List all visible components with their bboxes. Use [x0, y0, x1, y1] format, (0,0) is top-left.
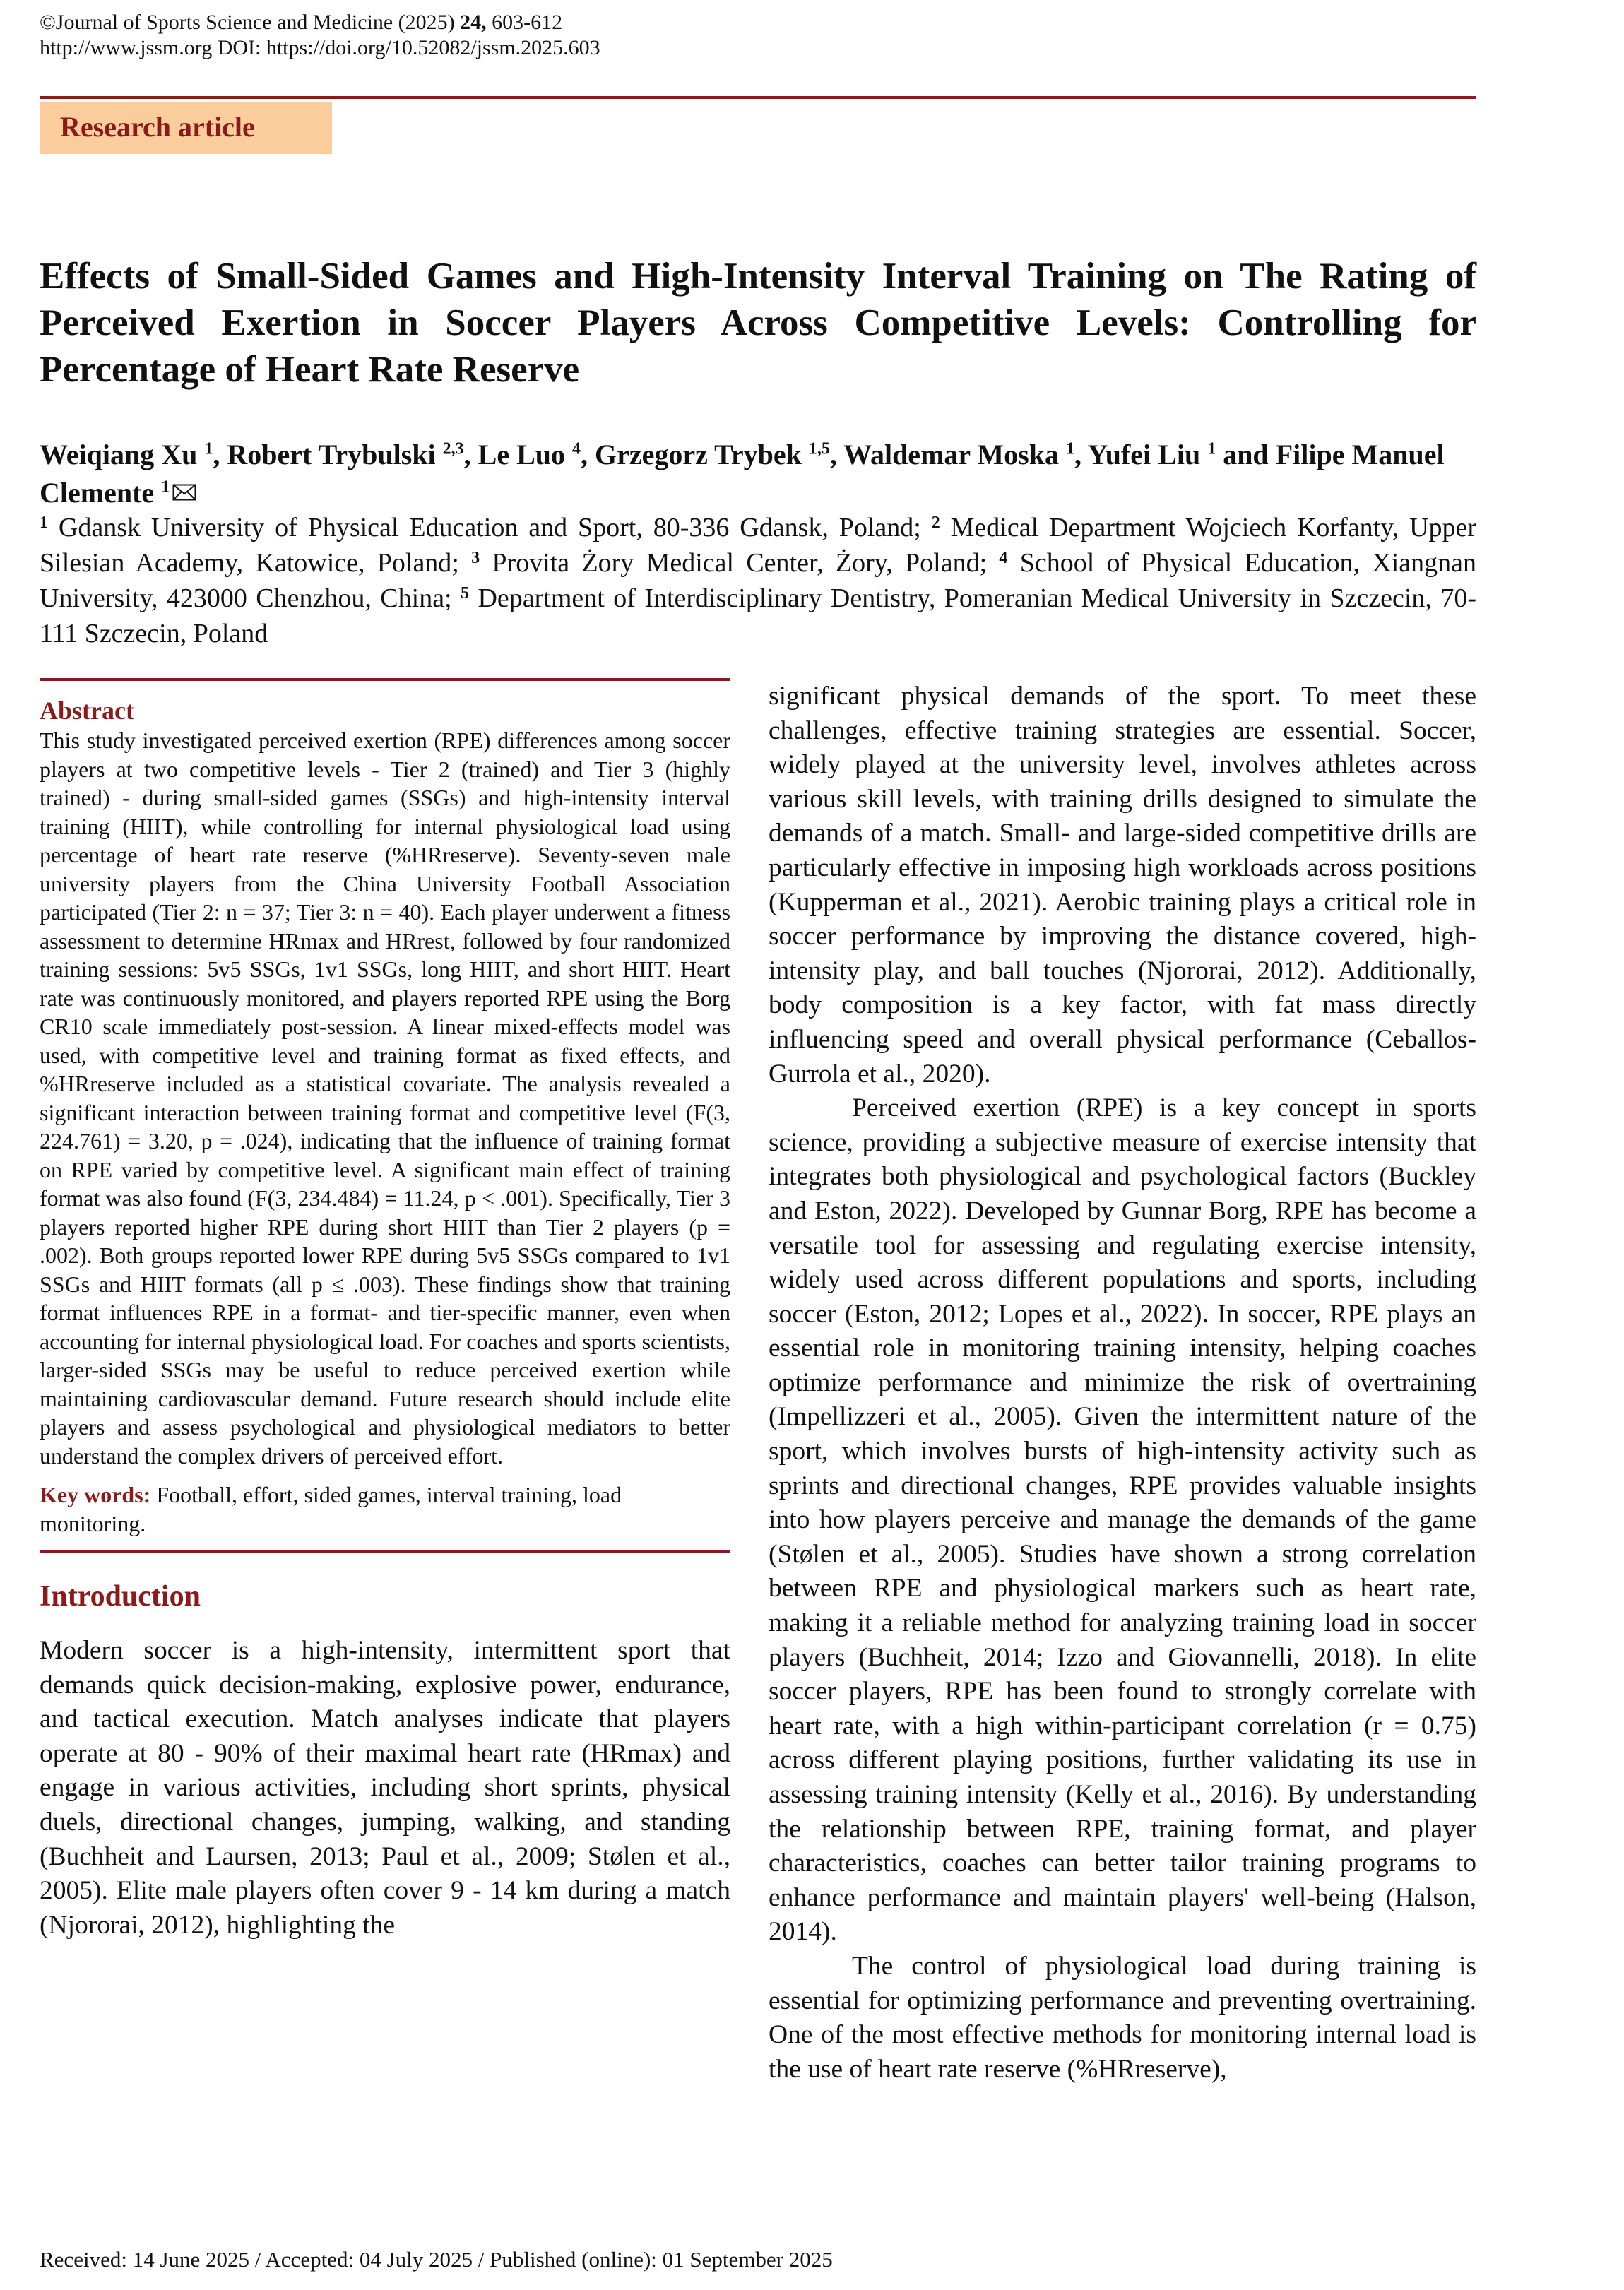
affiliation-text: School of Physical Education, Xiangnan University, 423000 Chenzhou, China; [40, 548, 1477, 613]
affiliation-number: 5 [461, 584, 470, 603]
abstract-heading: Abstract [40, 696, 134, 725]
publication-dates: Received: 14 June 2025 / Accepted: 04 July 2025 / Published (online): 01 September 2025 [40, 2247, 833, 2272]
keywords-text: Football, effort, sided games, interval training, load monitoring. [40, 1482, 622, 1536]
affiliation-number: 1 [40, 514, 48, 532]
introduction-paragraph: significant physical demands of the sport. To meet these challenges, effective training strategies are essential. Soccer, widely played at the university level, involves athletes across various skill levels, with training drills designed to simulate the demands of a match. Small- and large-sided competitive drills are particularly effective in imposing high workloads across positions (Kupperman et al., 2021). Aerobic training plays a critical role in soccer performance by improving the distance covered, high-intensity play, and ball touches (Njororai, 2012). Additionally, body composition is a key factor, with fat mass directly influencing speed and overall physical performance (Ceballos-Gurrola et al., 2020). [769, 682, 1476, 1088]
doi-line[interactable]: http://www.jssm.org DOI: https://doi.org/10.52082/jssm.2025.603 [40, 36, 600, 59]
citation-line [40, 10, 1029, 35]
keywords [40, 1481, 730, 1538]
abstract-text: This study investigated perceived exertion (RPE) differences among soccer players at two competitive levels - Tier 2 (trained) and Tier 3 (highly trained) - during small-sided games (SSGs) and high-intensity interval training (HIIT), while controlling for internal physiological load using percentage of heart rate reserve (%HRreserve). Seventy-seven male university players from the China University Football Association participated (Tier 2: n = 37; Tier 3: n = 40). Each player underwent a fitness assessment to determine HRmax and HRrest, followed by four randomized training sessions: 5v5 SSGs, 1v1 SSGs, long HIIT, and short HIIT. Heart rate was continuously monitored, and players reported RPE using the Borg CR10 scale immediately post-session. A linear mixed-effects model was used, with competitive level and training format as fixed effects, and %HRreserve included as a statistical covariate. The analysis revealed a significant interaction between training format and competitive level (F(3, 224.761) = 3.20, p = .024), indicating that the influence of training format on RPE varied by competitive level. A significant main effect of training format was also found (F(3, 234.484) = 11.24, p < .001). Specifically, Tier 3 players reported higher RPE during short HIIT than Tier 2 players (p = .002). Both groups reported lower RPE during 5v5 SSGs compared to 1v1 SSGs and HIIT formats (all p ≤ .003). These findings show that training format influences RPE in a format- and tier-specific manner, even when accounting for internal physiological load. For coaches and sports scientists, larger-sided SSGs may be useful to reduce perceived exertion while maintaining cardiovascular demand. Future research should include elite players and assess psychological and physiological mediators to better understand the complex drivers of perceived effort. [40, 728, 730, 1469]
volume-number: 24, [460, 11, 487, 34]
author-name: Grzegorz Trybek [595, 439, 802, 470]
author-affiliation-mark: 4 [572, 439, 581, 458]
affiliation-number: 2 [931, 514, 940, 532]
abstract-top-rule [40, 678, 730, 681]
author-affiliation-mark: 1 [1207, 439, 1216, 458]
author-name: Weiqiang Xu [40, 439, 198, 470]
header-rule [40, 96, 1476, 99]
introduction-heading: Introduction [40, 1580, 201, 1613]
author-affiliation-mark: 1,5 [808, 439, 830, 458]
author-name: Waldemar Moska [843, 439, 1059, 470]
author-affiliation-mark: 2,3 [442, 439, 464, 458]
author-name: Yufei Liu [1087, 439, 1201, 470]
author-name: Robert Trybulski [227, 439, 436, 470]
authors-conjunction: and [1223, 439, 1269, 470]
author-name: Filipe Manuel Clemente [40, 439, 1445, 509]
introduction-paragraph: The control of physiological load during training is essential for optimizing performance and preventing overtraining. One of the most effective methods for monitoring internal load is the use of heart rate reserve (%HRreserve), [769, 1951, 1476, 2084]
envelope-icon[interactable] [172, 484, 196, 501]
introduction-paragraph: Perceived exertion (RPE) is a key concept in sports science, providing a subjective measure of exercise intensity that integrates both physiological and psychological factors (Buckley and Eston, 2022). Developed by Gunnar Borg, RPE has become a versatile tool for assessing and regulating exercise intensity, widely used across different populations and sports, including soccer (Eston, 2012; Lopes et al., 2022). In soccer, RPE plays an essential role in monitoring training intensity, helping coaches optimize performance and minimize the risk of overtraining (Impellizzeri et al., 2005). Given the intermittent nature of the sport, which involves bursts of high-intensity activity such as sprints and directional changes, RPE provides valuable insights into how players perceive and manage the demands of the game (Stølen et al., 2005). Studies have shown a strong correlation between RPE and physiological markers such as heart rate, making it a reliable method for analyzing training load in soccer players (Buchheit, 2014; Izzo and Giovannelli, 2018). In elite soccer players, RPE has been found to strongly correlate with heart rate, with a high within-participant correlation (r = 0.75) across different playing positions, further validating its use in assessing training intensity (Kelly et al., 2016). By understanding the relationship between RPE, training format, and player characteristics, coaches can better tailor training programs to enhance performance and maintain players' well-being (Halson, 2014). [769, 1093, 1476, 1947]
author-affiliation-mark: 1 [204, 439, 213, 458]
author-list: Weiqiang Xu $^1$, Robert Trybulski $^{2,3}$, Le Luo $^4$, Grzegorz Trybek $^{1,5}$, Waldemar Moska $^1$, Yufei Liu $^1$ and Filipe Manuel Clemente $^1$ [40, 439, 1445, 509]
affiliation-text: Medical Department Wojciech Korfanty, Upper Silesian Academy, Katowice, Poland; [40, 513, 1477, 578]
keywords-label: Key words: [40, 1482, 151, 1507]
citation-prefix: ©Journal of Sports Science and Medicine (2025) [40, 11, 461, 34]
affiliation-text: Provita Żory Medical Center, Żory, Poland; [492, 548, 988, 578]
article-type-label: Research article [60, 111, 255, 143]
left-column [40, 678, 730, 1942]
abstract-bottom-rule [40, 1550, 730, 1553]
journal-citation [40, 10, 1029, 61]
article-title: Effects of Small-Sided Games and High-Intensity Interval Training on The Rating of Perceived Exertion in Soccer Players Across Competitive Levels: Controlling for Percentage of Heart Rate Reserve [40, 256, 1476, 390]
author-name: Le Luo [478, 439, 565, 470]
affiliations [40, 510, 1476, 651]
affiliation-number: 4 [999, 549, 1008, 567]
affiliation-text: Gdansk University of Physical Education and Sport, 80-336 Gdansk, Poland; [58, 513, 921, 542]
right-column [769, 680, 1476, 2087]
affiliation-text: Department of Interdisciplinary Dentistry, Pomeranian Medical University in Szczecin, 70-111 Szczecin, Poland [40, 583, 1477, 648]
page-range: 603-612 [486, 11, 563, 34]
affiliation-number: 3 [471, 549, 480, 567]
introduction-paragraph: Modern soccer is a high-intensity, intermittent sport that demands quick decision-making, explosive power, endurance, and tactical execution. Match analyses indicate that players operate at 80 - 90% of their maximal heart rate (HRmax) and engage in various activities, including short sprints, physical duels, directional changes, jumping, walking, and standing (Buchheit and Laursen, 2013; Paul et al., 2009; Stølen et al., 2005). Elite male players often cover 9 - 14 km during a match (Njororai, 2012), highlighting the [40, 1636, 730, 1940]
author-affiliation-mark: 1 [161, 477, 170, 497]
author-affiliation-mark: 1 [1065, 439, 1074, 458]
